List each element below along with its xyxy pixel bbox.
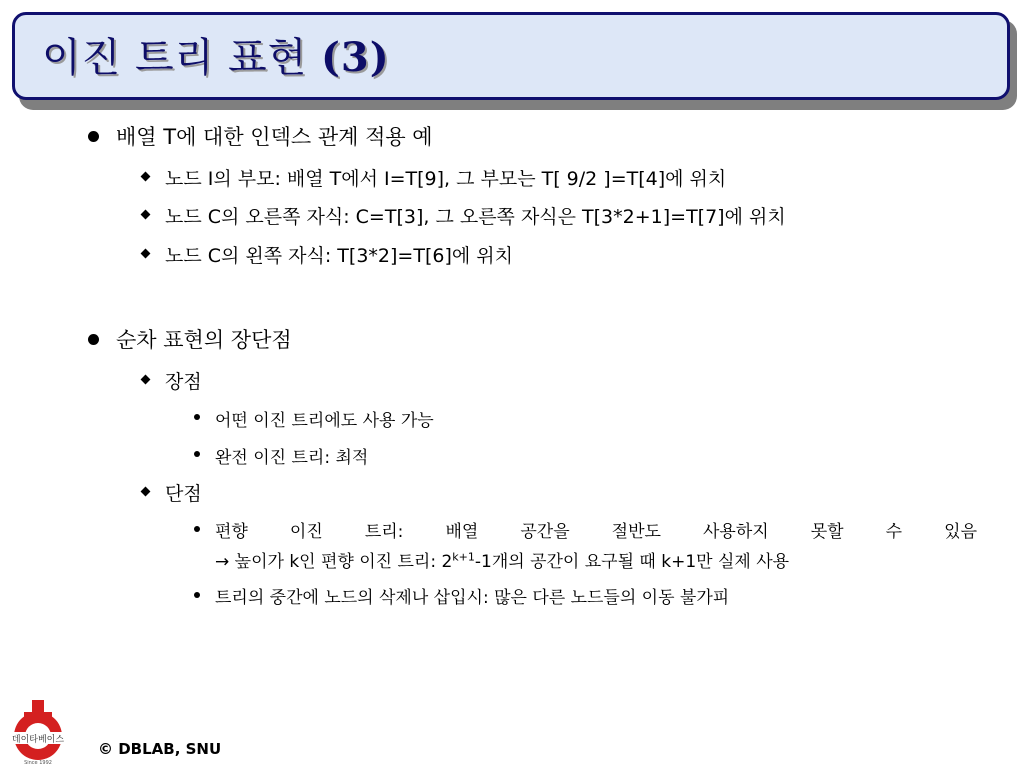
bullet-dot-icon (88, 131, 99, 142)
word: 수 (885, 522, 903, 542)
section-heading: 순차 표현의 장단점 (116, 328, 292, 352)
bullet-small-icon (194, 592, 200, 598)
bullet-diamond-icon (141, 172, 151, 182)
bullet-small-icon (194, 451, 200, 457)
word: 배열 (445, 522, 479, 542)
slide-title (42, 26, 390, 83)
word: 편향 (215, 522, 248, 542)
word: 절반도 (611, 522, 661, 542)
footer-copyright: © DBLAB, SNU (98, 740, 222, 758)
cons-label: 단점 (165, 483, 202, 505)
bullet-small-icon (194, 526, 200, 532)
svg-text:데이타베이스: 데이타베이스 (11, 735, 65, 745)
word: 사용하지 (703, 522, 769, 542)
word: 못할 (810, 522, 844, 542)
pros-label: 장점 (165, 371, 202, 393)
list-item-justified (215, 517, 977, 542)
list-item: 노드 C의 오른쪽 자식: C=T[3], 그 오른쪽 자식은 T[3*2+1]=T[7]에 위치 (165, 206, 786, 228)
list-item: 어떤 이진 트리에도 사용 가능 (215, 411, 434, 431)
bullet-small-icon (194, 414, 200, 420)
list-item: 노드 C의 왼쪽 자식: T[3*2]=T[6]에 위치 (165, 245, 513, 267)
bullet-diamond-icon (141, 375, 151, 385)
bullet-diamond-icon (141, 249, 151, 259)
word: 트리: (364, 522, 404, 542)
list-item: 노드 I의 부모: 배열 T에서 I=T[9], 그 부모는 T[ 9/2 ]=T[4]에 위치 (165, 168, 727, 190)
word: 공간을 (520, 522, 570, 542)
title-text: 이진 트리 표현 (42, 35, 321, 81)
dblab-logo-icon (0, 698, 76, 768)
bullet-dot-icon (88, 334, 99, 345)
svg-text:Since 1992: Since 1992 (24, 760, 52, 766)
section-heading: 배열 T에 대한 인덱스 관계 적용 예 (116, 125, 433, 149)
bullet-diamond-icon (141, 487, 151, 497)
word: 이진 (289, 522, 323, 542)
bullet-diamond-icon (141, 210, 151, 220)
list-item: 완전 이진 트리: 최적 (215, 448, 369, 468)
title-number: (3) (320, 34, 390, 81)
word: 있음 (944, 522, 977, 542)
list-item-continuation: → 높이가 k인 편향 이진 트리: $2^{k+1}-1$개의 공간이 요구될 때 k+1만 실제 사용 (215, 550, 790, 572)
list-item: 트리의 중간에 노드의 삭제나 삽입시: 많은 다른 노드들의 이동 불가피 (215, 588, 730, 608)
